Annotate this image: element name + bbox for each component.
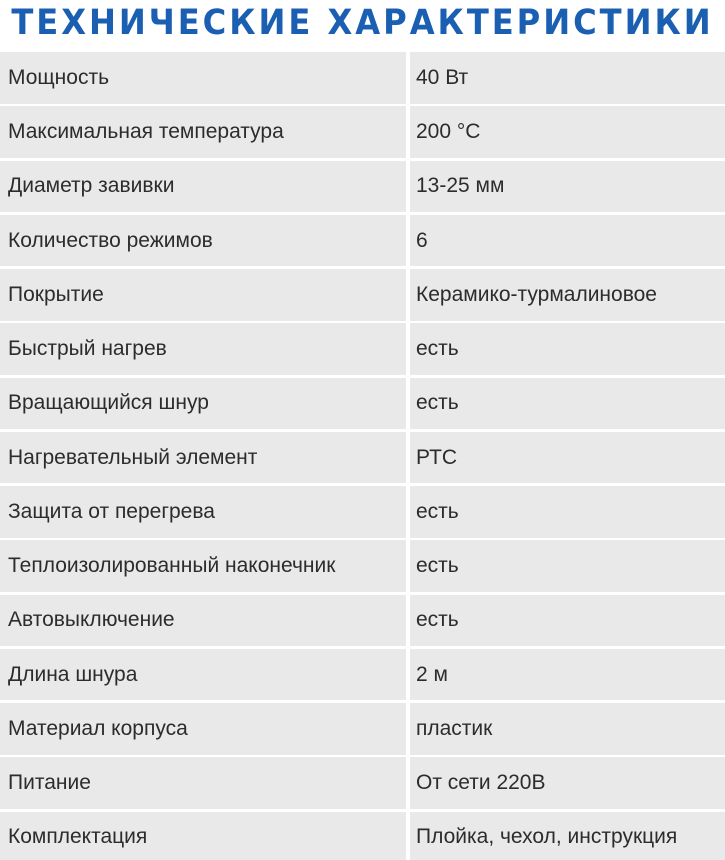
table-row xyxy=(0,106,725,158)
spec-label: Быстрый нагрев xyxy=(0,323,406,375)
spec-label: Нагревательный элемент xyxy=(0,432,406,484)
spec-value: 6 xyxy=(410,215,725,267)
spec-value: 2 м xyxy=(410,649,725,701)
spec-label: Автовыключение xyxy=(0,595,406,647)
spec-label: Количество режимов xyxy=(0,215,406,267)
spec-value: Керамико-турмалиновое xyxy=(410,269,725,321)
spec-value: Плойка, чехол, инструкция xyxy=(410,812,725,860)
spec-value: РТС xyxy=(410,432,725,484)
spec-value: пластик xyxy=(410,703,725,755)
spec-value: 40 Вт xyxy=(410,52,725,104)
table-row xyxy=(0,486,725,538)
spec-label: Защита от перегрева xyxy=(0,486,406,538)
spec-value: есть xyxy=(410,378,725,430)
spec-value: 13-25 мм xyxy=(410,161,725,213)
spec-value: От сети 220В xyxy=(410,757,725,809)
table-row xyxy=(0,378,725,430)
spec-value: есть xyxy=(410,540,725,592)
spec-label: Диаметр завивки xyxy=(0,161,406,213)
table-row xyxy=(0,757,725,809)
table-row xyxy=(0,215,725,267)
table-row xyxy=(0,432,725,484)
spec-value: есть xyxy=(410,595,725,647)
spec-label: Теплоизолированный наконечник xyxy=(0,540,406,592)
spec-label: Материал корпуса xyxy=(0,703,406,755)
table-row xyxy=(0,269,725,321)
spec-label: Покрытие xyxy=(0,269,406,321)
spec-label: Питание xyxy=(0,757,406,809)
table-row xyxy=(0,161,725,213)
spec-label: Комплектация xyxy=(0,812,406,860)
table-row xyxy=(0,323,725,375)
page-title: ТЕХНИЧЕСКИЕ ХАРАКТЕРИСТИКИ xyxy=(11,3,714,43)
table-row xyxy=(0,812,725,860)
table-row xyxy=(0,703,725,755)
spec-value: 200 °С xyxy=(410,106,725,158)
spec-label: Длина шнура xyxy=(0,649,406,701)
table-row xyxy=(0,595,725,647)
specs-table xyxy=(0,52,725,860)
spec-label: Вращающийся шнур xyxy=(0,378,406,430)
spec-label: Максимальная температура xyxy=(0,106,406,158)
table-row xyxy=(0,52,725,104)
spec-label: Мощность xyxy=(0,52,406,104)
spec-value: есть xyxy=(410,323,725,375)
table-row xyxy=(0,649,725,701)
table-row xyxy=(0,540,725,592)
spec-value: есть xyxy=(410,486,725,538)
